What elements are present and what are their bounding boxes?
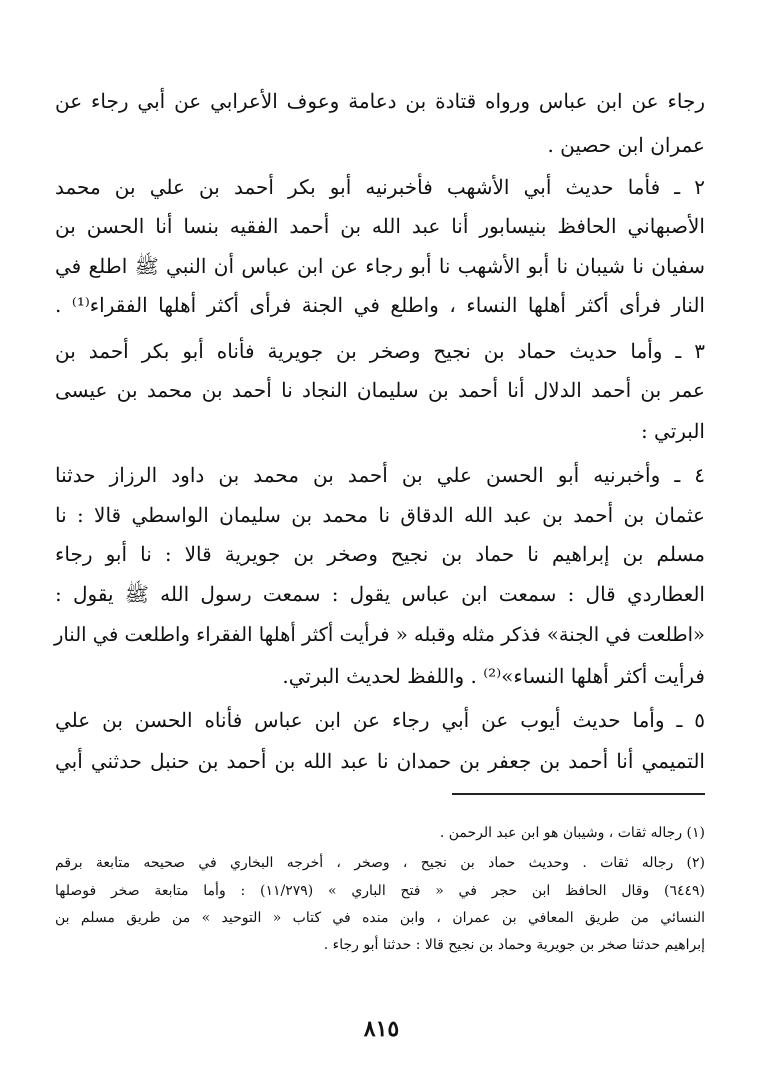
footnote-line-4: النسائي من طريق المعافي بن عمران ، وابن منده في كتاب « التوحيد » من طريق مسلم بن [55, 910, 705, 926]
body-line-5: سفيان نا شيبان نا أبو الأشهب نا أبو رجاء عن ابن عباس أن النبي ﷺ اطلع في [55, 254, 705, 278]
footnote-line-2: (٢) رجاله ثقات . وحديث حماد بن نجيح ، وصخر ، أخرجه البخاري في صحيحه متابعة برقم [55, 855, 705, 871]
body-line-1: رجاء عن ابن عباس ورواه قتادة بن دعامة وعوف الأعرابي عن أبي رجاء عن [55, 89, 705, 113]
body-line-10: ٤ ـ وأخبرنيه أبو الحسن علي بن أحمد بن محمد بن داود الرزاز حدثنا [55, 463, 705, 487]
body-line-13: العطاردي قال : سمعت ابن عباس يقول : سمعت رسول الله ﷺ يقول : [55, 582, 705, 606]
body-line-2: عمران ابن حصين . [547, 133, 705, 157]
footnote-line-3: (٦٤٤٩) وقال الحافظ ابن حجر في « فتح الباري » (١١/٢٧٩) : وأما متابعة صخر فوصلها [55, 883, 705, 899]
body-line-15: فرأيت أكثر أهلها النساء»⁽²⁾ . واللفظ لحديث البرتي. [282, 664, 705, 688]
body-line-14: «اطلعت في الجنة» فذكر مثله وقبله « فرأيت أكثر أهلها الفقراء واطلعت في النار [53, 623, 705, 646]
body-line-3: ٢ ـ فأما حديث أبي الأشهب فأخبرنيه أبو بكر أحمد بن علي بن محمد [55, 175, 705, 199]
body-line-6: النار فرأى أكثر أهلها النساء ، واطلع في الجنة فرأى أكثر أهلها الفقراء⁽¹⁾ . [55, 293, 705, 317]
body-line-12: مسلم بن إبراهيم نا حماد بن نجيح وصخر بن جويرية قالا : نا أبو رجاء [55, 542, 705, 566]
body-line-16: ٥ ـ وأما حديث أيوب عن أبي رجاء عن ابن عباس فأناه الحسن بن علي [55, 708, 705, 732]
body-line-11: عثمان بن أحمد بن عبد الله الدقاق نا محمد بن سليمان الواسطي قالا : نا [55, 503, 705, 527]
page-number: ٨١٥ [363, 1016, 400, 1042]
body-line-8: عمر بن أحمد الدلال أنا أحمد بن سليمان النجاد نا أحمد بن محمد بن عيسى [55, 378, 705, 402]
body-line-9: البرتي : [640, 419, 705, 443]
footnote-line-5: إبراهيم حدثنا صخر بن جويرية وحماد بن نجيح قالا : حدثنا أبو رجاء . [323, 937, 705, 953]
body-line-4: الأصبهاني الحافظ بنيسابور أنا عبد الله بن أحمد الفقيه بنسا أنا الحسن بن [55, 214, 705, 238]
body-line-7: ٣ ـ وأما حديث حماد بن نجيح وصخر بن جويرية فأناه أبو بكر أحمد بن [55, 339, 705, 363]
body-line-17: التميمي أنا أحمد بن جعفر بن حمدان نا عبد الله بن أحمد بن حنبل حدثني أبي [55, 749, 705, 773]
footnote-separator [452, 793, 705, 795]
footnote-line-1: (١) رجاله ثقات ، وشيبان هو ابن عبد الرحمن . [439, 825, 705, 841]
